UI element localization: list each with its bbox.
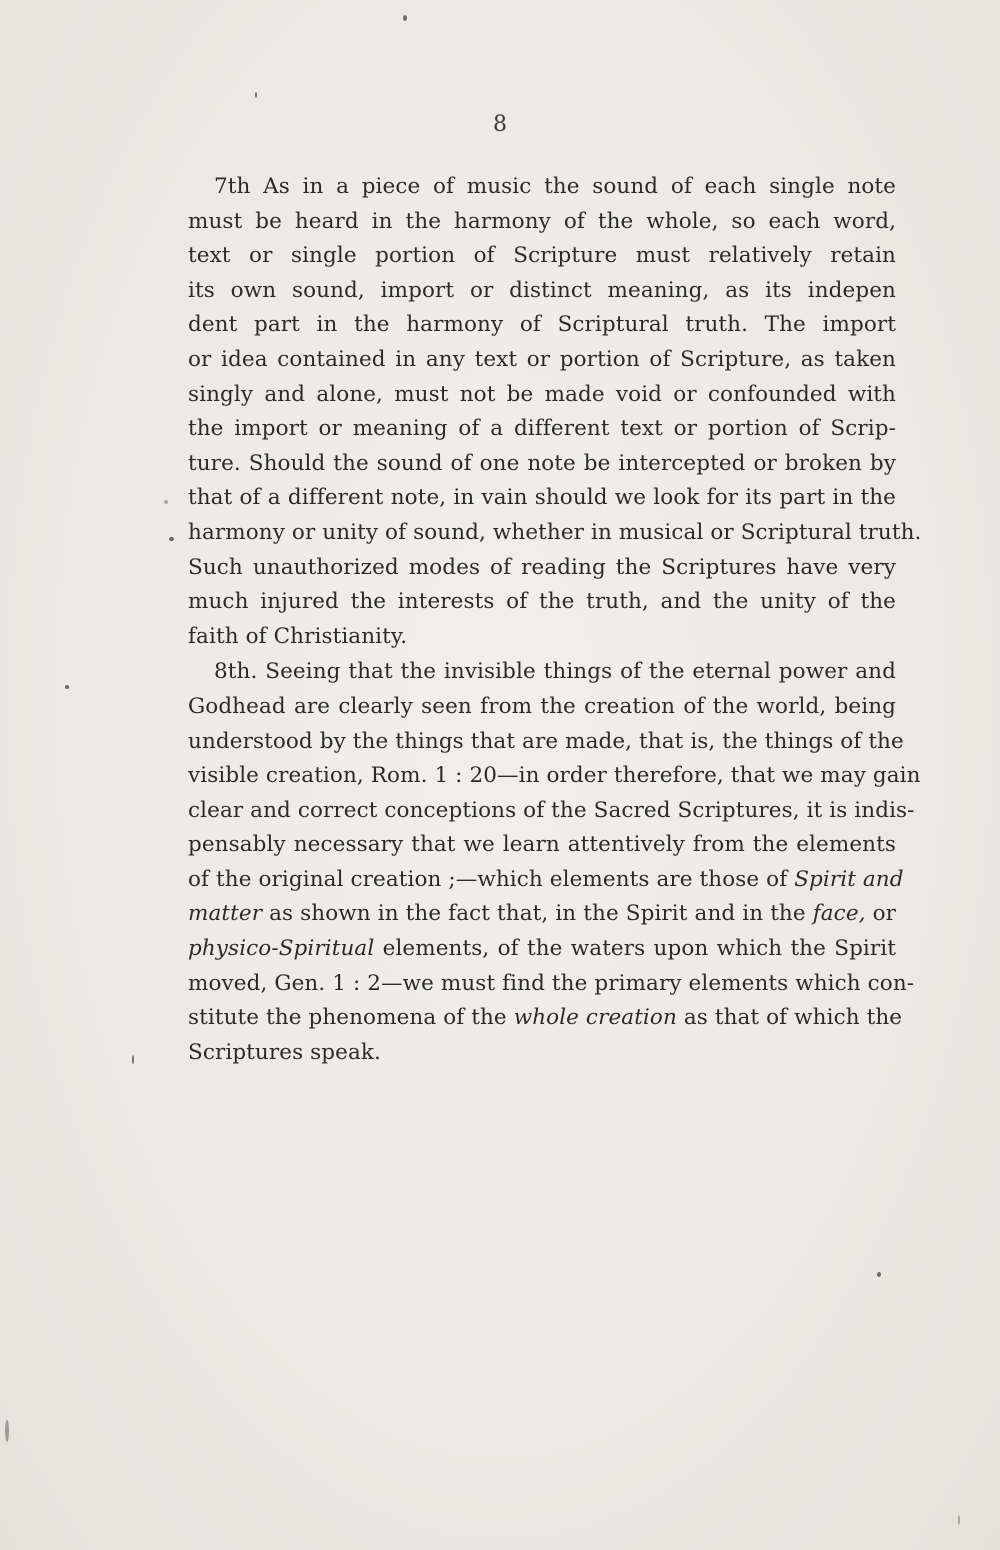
text-line: dent part in the harmony of Scriptural truth. The import [188,312,896,338]
text-line: moved, Gen. 1 : 2—we must find the primary elements which con- [188,970,915,996]
text-run: or [865,901,897,927]
page-speck [164,500,168,504]
text-line: Scriptures speak. [188,1039,381,1065]
page-speck [403,15,407,21]
text-line: clear and correct conceptions of the Sacred Scriptures, it is indis- [188,797,915,823]
page-speck [877,1272,881,1277]
text-line: much injured the interests of the truth, and the unity of the [188,589,896,615]
page-speck [5,1420,9,1442]
text-line: 7th As in a piece of music the sound of each single note [214,174,896,199]
text-line [188,897,896,932]
text-line: harmony or unity of sound, whether in musical or Scriptural truth. [188,519,922,545]
page-speck [958,1515,960,1525]
text-line: faith of Christianity. [188,623,408,649]
text-line: must be heard in the harmony of the whole, so each word, [188,208,896,234]
text-line: ture. Should the sound of one note be intercepted or broken by [188,450,896,476]
text-run: as that of which the [676,1005,903,1031]
text-run: stitute the phenomena of the [188,1005,514,1031]
text-line: text or single portion of Scripture must relatively retain [188,243,896,269]
page-speck [132,1055,134,1064]
paragraph-7th [188,170,922,654]
text-line: singly and alone, must not be made void or confounded with [188,381,896,407]
page-speck [255,92,257,98]
italic-run: Spirit and [794,866,904,892]
italic-run: matter [188,901,263,927]
italic-run: whole creation [513,1005,677,1031]
text-line: Godhead are clearly seen from the creation of the world, being [188,693,896,719]
text-line: the import or meaning of a different text or portion of Scrip- [188,416,896,442]
text-line [188,863,904,898]
text-line: that of a different note, in vain should we look for its part in the [188,485,896,511]
body-text [188,170,922,1070]
text-run: of the original creation ;—which elements are those of [188,866,795,892]
text-line [188,1001,903,1036]
text-line: 8th. Seeing that the invisible things of the eternal power and [214,659,896,685]
page-speck [65,685,69,689]
text-line: Such unauthorized modes of reading the Scriptures have very [188,554,896,580]
text-line: its own sound, import or distinct meaning, as its indepen [188,277,896,303]
text-run: as shown in the fact that, in the Spirit and in the [269,901,813,927]
paragraph-8th [188,655,921,1070]
text-line: visible creation, Rom. 1 : 20—in order therefore, that we may gain [188,763,921,789]
text-run: elements, of the waters upon which the Spirit [374,936,896,962]
page-speck [169,537,174,541]
text-line: understood by the things that are made, that is, the things of the [188,728,904,754]
italic-run: face, [812,901,866,927]
italic-run: physico-Spiritual [188,936,375,962]
text-line: or idea contained in any text or portion of Scripture, as taken [188,346,896,372]
text-line [188,932,896,967]
text-line: pensably necessary that we learn attentively from the elements [188,832,896,858]
page-number: 8 [493,112,507,137]
